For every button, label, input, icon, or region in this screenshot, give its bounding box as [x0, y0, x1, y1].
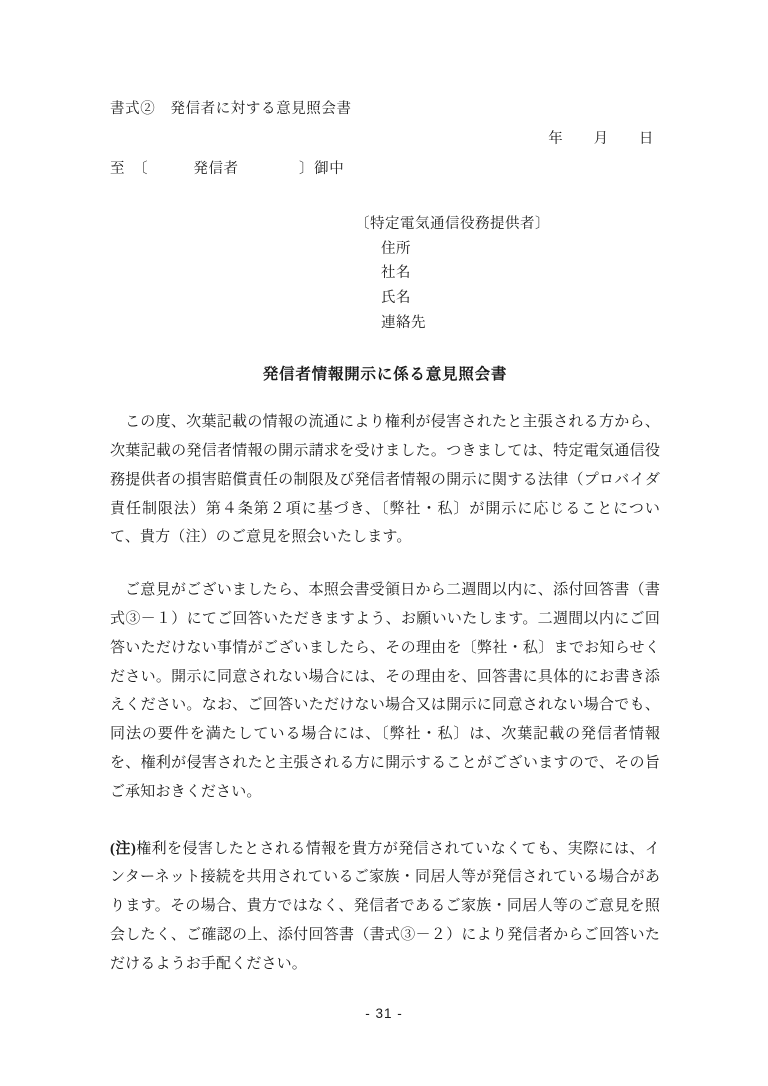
note-text: 権利を侵害したとされる情報を貴方が発信されていなくても、実際には、インターネット接続を共用されているご家族・同居人等が発信されている場合があります。その場合、貴方ではなく、発信者であるご家族・同居人等のご意見を照会したく、ご確認の上、添付回答書（書式③－２）により発信者からご回答いただけるようお手配ください。: [110, 840, 660, 972]
provider-block: [110, 212, 660, 337]
provider-field-person-name: 氏名: [381, 290, 411, 307]
body-note-paragraph: [110, 835, 660, 979]
page-number: - 31 -: [365, 1006, 403, 1021]
provider-block-heading: 〔特定電気通信役務提供者〕: [355, 215, 550, 232]
addressee-line: 至 〔 発信者 〕御中: [110, 161, 345, 178]
page-title: 発信者情報開示に係る意見照会書: [262, 366, 508, 384]
document-content: [110, 98, 660, 979]
note-marker: (注): [110, 840, 136, 857]
provider-field-contact: 連絡先: [381, 315, 426, 332]
provider-field-address: 住所: [381, 240, 411, 257]
form-label: 書式② 発信者に対する意見照会書: [110, 101, 352, 117]
date-line: 年 月 日: [548, 131, 654, 148]
body-paragraph-1: この度、次葉記載の情報の流通により権利が侵害されたと主張される方から、次葉記載の発信者情報の開示請求を受けました。つきましては、特定電気通信役務提供者の損害賠償責任の制限及び発信者情報の開示に関する法律（プロバイダ責任制限法）第４条第２項に基づき、〔弊社・私〕が開示に応じることについて、貴方（注）のご意見を照会いたします。: [110, 414, 660, 546]
provider-field-company-name: 社名: [381, 265, 411, 282]
body-paragraph-2: ご意見がございましたら、本照会書受領日から二週間以内に、添付回答書（書式③－１）にてご回答いただきますよう、お願いいたします。二週間以内にご回答いただけない事情がございましたら、その理由を〔弊社・私〕までお知らせください。開示に同意されない場合には、その理由を、回答書に具体的にお書き添えください。なお、ご回答いただけない場合又は開示に同意されない場合でも、同法の要件を満たしている場合には、〔弊社・私〕は、次葉記載の発信者情報を、権利が侵害されたと主張される方に開示することがございますので、その旨ご承知おきください。: [110, 582, 660, 800]
